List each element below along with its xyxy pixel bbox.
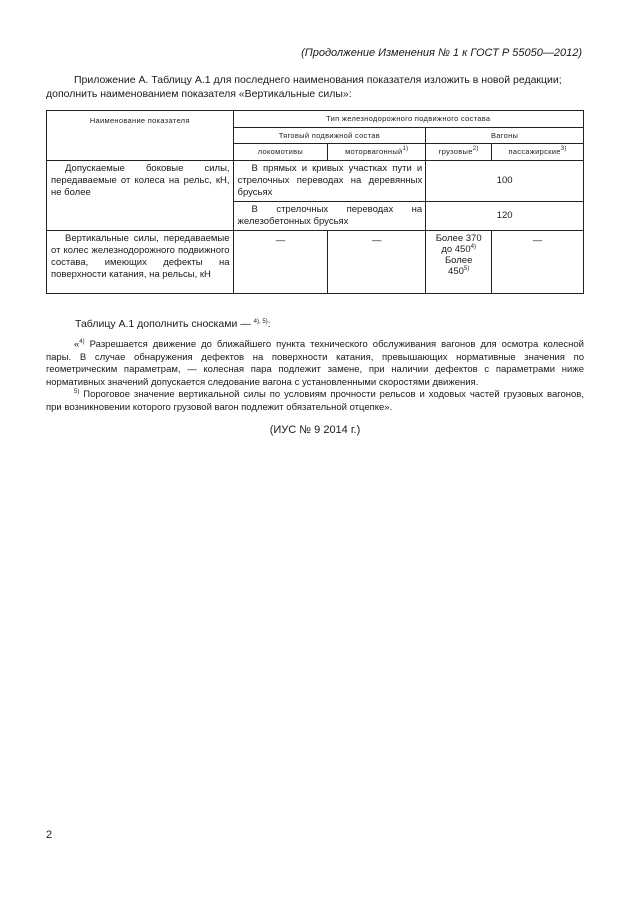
intro-text: Приложение А. Таблицу А.1 для последнего наименования показателя изложить в новой редакции; дополнить наименованием показателя «Вертикальные силы»: — [46, 74, 562, 100]
header-traction-stock: Тяговый подвижной состав — [233, 127, 426, 144]
intro-paragraph — [46, 73, 584, 101]
footnote-ref: 1) — [402, 146, 409, 152]
footnotes-instruction — [75, 318, 271, 330]
quote-mark: « — [74, 339, 80, 350]
vertical-force-locomotives: — — [233, 230, 328, 293]
footnotes-instruction-text: Таблицу А.1 дополнить сносками — — [75, 318, 254, 330]
header-indicator-name: Наименование показателя — [47, 111, 234, 161]
freight-line: 450 — [448, 265, 464, 277]
freight-line: Более 370 — [435, 232, 482, 244]
footnote-marker: 5) — [74, 389, 80, 395]
freight-line: до 450 — [441, 243, 471, 255]
header-passenger — [492, 144, 584, 161]
header-wagons: Вагоны — [426, 127, 584, 144]
lateral-force-condition-wooden: В прямых и кривых участках пути и стрелочных переводах на деревянных брусьях — [233, 160, 426, 201]
footnotes — [46, 339, 584, 414]
header-freight — [426, 144, 492, 161]
footnote-ref: 4), 5) — [253, 319, 268, 325]
header-rolling-stock-type: Тип железнодорожного подвижного состава — [233, 111, 583, 128]
header-locomotives — [233, 144, 328, 161]
header-locomotives-label: локомотивы — [257, 147, 304, 156]
page-number: 2 — [46, 829, 53, 841]
ius-reference: (ИУС № 9 2014 г.) — [269, 424, 361, 436]
continuation-header: (Продолжение Изменения № 1 к ГОСТ Р 55050—2012) — [301, 47, 582, 59]
header-freight-label: грузовые — [438, 147, 473, 156]
header-multiple-units — [328, 144, 426, 161]
table-row — [47, 230, 584, 293]
footnote-ref: 4) — [470, 243, 476, 250]
header-multiple-units-label: моторвагонный — [345, 147, 403, 156]
lateral-force-value-wooden: 100 — [426, 160, 584, 201]
footnote-5-text: Пороговое значение вертикальной силы по условиям прочности рельсов и ходовых частей грузовых вагонов, при возникновении которого грузовой вагон подлежит обязательной отцепке». — [46, 389, 584, 413]
footnote-4 — [46, 339, 584, 389]
vertical-force-freight — [426, 230, 492, 293]
footnote-marker: 4) — [79, 339, 85, 345]
header-passenger-label: пассажирские — [508, 147, 561, 156]
footnotes-instruction-colon: : — [267, 318, 271, 330]
lateral-force-name: Допускаемые боковые силы, передаваемые от колеса на рельс, кН, не более — [47, 160, 234, 230]
lateral-force-condition-concrete: В стрелочных переводах на железобетонных брусьях — [233, 201, 426, 230]
vertical-force-name: Вертикальные силы, передаваемые от колес железнодорожного подвижного состава, имеющих дефекты на поверхности катания, на рельсы, кН — [47, 230, 234, 293]
footnote-4-text: Разрешается движение до ближайшего пункта технического обслуживания вагонов для осмотра колесной пары. В случае обнаружения дефектов на поверхности катания, превышающих нормативные значения по геометрическим параметрам, — колесная пара подлежит замене, при наличии дефектов с параметрами ниже нормативных значений допускается следование вагона с установленными скоростями движения. — [46, 339, 584, 388]
freight-line: Более — [444, 254, 473, 266]
table-row — [47, 160, 584, 201]
footnote-ref: 5) — [463, 265, 470, 272]
footnote-ref: 3) — [560, 146, 567, 152]
table-header-row — [47, 111, 584, 128]
vertical-force-passenger: — — [492, 230, 584, 293]
indicators-table — [46, 110, 584, 294]
vertical-force-multiple-units: — — [328, 230, 426, 293]
lateral-force-value-concrete: 120 — [426, 201, 584, 230]
footnote-5 — [46, 389, 584, 414]
footnote-ref: 2) — [472, 146, 479, 152]
